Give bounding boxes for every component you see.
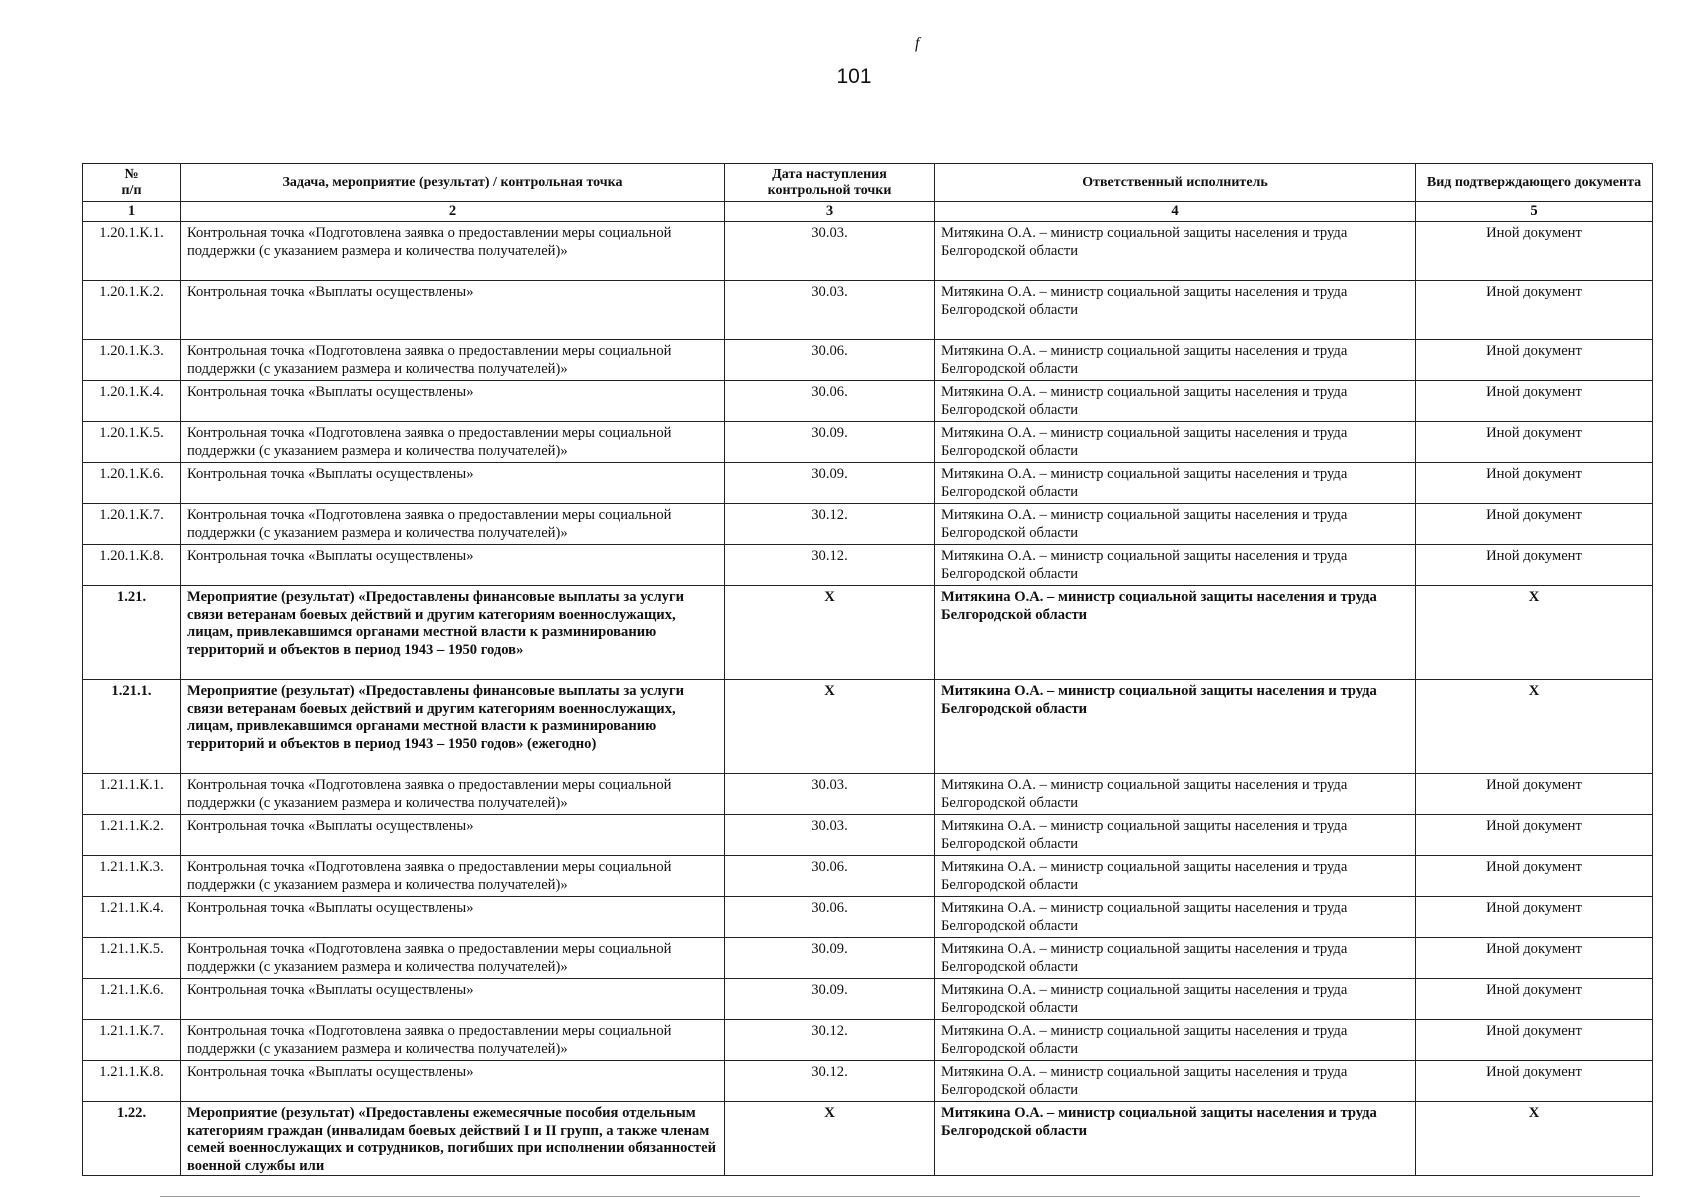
page-number: 101	[836, 65, 872, 88]
executor-cell: Митякина О.А. – министр социальной защиты населения и труда Белгородской области	[935, 504, 1416, 545]
header-number: № п/п	[83, 164, 181, 202]
table-row	[83, 586, 1653, 680]
date-cell: 30.09.	[725, 463, 935, 504]
row-number: 1.21.1.К.6.	[83, 979, 181, 1020]
header-task: Задача, мероприятие (результат) / контрольная точка	[181, 164, 725, 202]
executor-cell: Митякина О.А. – министр социальной защиты населения и труда Белгородской области	[935, 774, 1416, 815]
document-type-cell: Иной документ	[1416, 422, 1653, 463]
executor-cell: Митякина О.А. – министр социальной защиты населения и труда Белгородской области	[935, 815, 1416, 856]
document-type-cell: Иной документ	[1416, 222, 1653, 281]
document-type-cell: X	[1416, 586, 1653, 680]
executor-cell: Митякина О.А. – министр социальной защиты населения и труда Белгородской области	[935, 1061, 1416, 1102]
executor-cell: Митякина О.А. – министр социальной защиты населения и труда Белгородской области	[935, 586, 1416, 680]
date-cell: 30.06.	[725, 381, 935, 422]
date-cell: 30.03.	[725, 222, 935, 281]
table-row	[83, 1020, 1653, 1061]
document-type-cell: Иной документ	[1416, 897, 1653, 938]
task-cell: Контрольная точка «Выплаты осуществлены»	[181, 545, 725, 586]
date-cell: 30.09.	[725, 979, 935, 1020]
executor-cell: Митякина О.А. – министр социальной защиты населения и труда Белгородской области	[935, 222, 1416, 281]
table-row	[83, 504, 1653, 545]
column-number: 5	[1416, 202, 1653, 222]
table-row	[83, 222, 1653, 281]
executor-cell: Митякина О.А. – министр социальной защиты населения и труда Белгородской области	[935, 897, 1416, 938]
date-cell: 30.12.	[725, 545, 935, 586]
row-number: 1.20.1.К.3.	[83, 340, 181, 381]
date-cell: 30.09.	[725, 938, 935, 979]
page-bottom-line	[160, 1196, 1640, 1197]
document-type-cell: Иной документ	[1416, 979, 1653, 1020]
task-cell: Мероприятие (результат) «Предоставлены финансовые выплаты за услуги связи ветеранам боевых действий и другим категориям военнослужащих, лицам, привлекавшимся органами местной власти к разминированию территорий и объектов в период 1943 – 1950 годов»	[181, 586, 725, 680]
handwritten-mark: f	[915, 35, 920, 52]
executor-cell: Митякина О.А. – министр социальной защиты населения и труда Белгородской области	[935, 340, 1416, 381]
task-cell: Мероприятие (результат) «Предоставлены ежемесячные пособия отдельным категориям граждан (инвалидам боевых действий I и II групп, а также членам семей военнослужащих и сотрудников, погибших при исполнении обязанностей военной службы или	[181, 1102, 725, 1176]
document-type-cell: Иной документ	[1416, 774, 1653, 815]
task-cell: Контрольная точка «Выплаты осуществлены»	[181, 815, 725, 856]
date-cell: 30.12.	[725, 1061, 935, 1102]
row-number: 1.20.1.К.6.	[83, 463, 181, 504]
date-cell: 30.03.	[725, 774, 935, 815]
date-cell: 30.03.	[725, 815, 935, 856]
executor-cell: Митякина О.А. – министр социальной защиты населения и труда Белгородской области	[935, 422, 1416, 463]
table-row	[83, 422, 1653, 463]
document-type-cell: Иной документ	[1416, 381, 1653, 422]
executor-cell: Митякина О.А. – министр социальной защиты населения и труда Белгородской области	[935, 463, 1416, 504]
row-number: 1.21.	[83, 586, 181, 680]
task-cell: Контрольная точка «Подготовлена заявка о предоставлении меры социальной поддержки (с указанием размера и количества получателей)»	[181, 340, 725, 381]
document-type-cell: Иной документ	[1416, 1020, 1653, 1061]
document-type-cell: X	[1416, 1102, 1653, 1176]
document-type-cell: Иной документ	[1416, 504, 1653, 545]
task-cell: Контрольная точка «Выплаты осуществлены»	[181, 897, 725, 938]
document-type-cell: Иной документ	[1416, 340, 1653, 381]
row-number: 1.21.1.	[83, 680, 181, 774]
date-cell: 30.06.	[725, 856, 935, 897]
document-type-cell: Иной документ	[1416, 463, 1653, 504]
table-row	[83, 1102, 1653, 1176]
task-cell: Контрольная точка «Выплаты осуществлены»	[181, 1061, 725, 1102]
table-row	[83, 774, 1653, 815]
executor-cell: Митякина О.А. – министр социальной защиты населения и труда Белгородской области	[935, 281, 1416, 340]
table-row	[83, 1061, 1653, 1102]
row-number: 1.21.1.К.8.	[83, 1061, 181, 1102]
column-number: 4	[935, 202, 1416, 222]
executor-cell: Митякина О.А. – министр социальной защиты населения и труда Белгородской области	[935, 979, 1416, 1020]
table-row	[83, 938, 1653, 979]
table-row	[83, 979, 1653, 1020]
column-number: 2	[181, 202, 725, 222]
column-number: 3	[725, 202, 935, 222]
row-number: 1.20.1.К.5.	[83, 422, 181, 463]
task-cell: Контрольная точка «Подготовлена заявка о предоставлении меры социальной поддержки (с указанием размера и количества получателей)»	[181, 1020, 725, 1061]
task-cell: Контрольная точка «Подготовлена заявка о предоставлении меры социальной поддержки (с указанием размера и количества получателей)»	[181, 222, 725, 281]
row-number: 1.21.1.К.2.	[83, 815, 181, 856]
header-date: Дата наступления контрольной точки	[725, 164, 935, 202]
row-number: 1.21.1.К.7.	[83, 1020, 181, 1061]
table-row	[83, 340, 1653, 381]
executor-cell: Митякина О.А. – министр социальной защиты населения и труда Белгородской области	[935, 680, 1416, 774]
table-row	[83, 281, 1653, 340]
table-row	[83, 545, 1653, 586]
task-cell: Мероприятие (результат) «Предоставлены финансовые выплаты за услуги связи ветеранам боевых действий и другим категориям военнослужащих, лицам, привлекавшимся органами местной власти к разминированию территорий и объектов в период 1943 – 1950 годов» (ежегодно)	[181, 680, 725, 774]
row-number: 1.20.1.К.4.	[83, 381, 181, 422]
table-row	[83, 680, 1653, 774]
control-points-table	[82, 163, 1653, 1176]
date-cell: 30.03.	[725, 281, 935, 340]
document-type-cell: Иной документ	[1416, 938, 1653, 979]
task-cell: Контрольная точка «Подготовлена заявка о предоставлении меры социальной поддержки (с указанием размера и количества получателей)»	[181, 422, 725, 463]
document-type-cell: Иной документ	[1416, 545, 1653, 586]
table-row	[83, 381, 1653, 422]
header-document: Вид подтверждающего документа	[1416, 164, 1653, 202]
date-cell: X	[725, 1102, 935, 1176]
document-type-cell: Иной документ	[1416, 856, 1653, 897]
executor-cell: Митякина О.А. – министр социальной защиты населения и труда Белгородской области	[935, 938, 1416, 979]
document-type-cell: Иной документ	[1416, 1061, 1653, 1102]
task-cell: Контрольная точка «Подготовлена заявка о предоставлении меры социальной поддержки (с указанием размера и количества получателей)»	[181, 938, 725, 979]
task-cell: Контрольная точка «Выплаты осуществлены»	[181, 463, 725, 504]
date-cell: X	[725, 680, 935, 774]
date-cell: 30.06.	[725, 897, 935, 938]
executor-cell: Митякина О.А. – министр социальной защиты населения и труда Белгородской области	[935, 1020, 1416, 1061]
table-row	[83, 897, 1653, 938]
header-executor: Ответственный исполнитель	[935, 164, 1416, 202]
executor-cell: Митякина О.А. – министр социальной защиты населения и труда Белгородской области	[935, 381, 1416, 422]
row-number: 1.21.1.К.3.	[83, 856, 181, 897]
column-number-row	[83, 202, 1653, 222]
row-number: 1.21.1.К.5.	[83, 938, 181, 979]
document-type-cell: X	[1416, 680, 1653, 774]
table-header-row	[83, 164, 1653, 202]
row-number: 1.22.	[83, 1102, 181, 1176]
executor-cell: Митякина О.А. – министр социальной защиты населения и труда Белгородской области	[935, 856, 1416, 897]
row-number: 1.20.1.К.1.	[83, 222, 181, 281]
task-cell: Контрольная точка «Выплаты осуществлены»	[181, 281, 725, 340]
task-cell: Контрольная точка «Выплаты осуществлены»	[181, 979, 725, 1020]
executor-cell: Митякина О.А. – министр социальной защиты населения и труда Белгородской области	[935, 1102, 1416, 1176]
task-cell: Контрольная точка «Подготовлена заявка о предоставлении меры социальной поддержки (с указанием размера и количества получателей)»	[181, 774, 725, 815]
row-number: 1.21.1.К.4.	[83, 897, 181, 938]
task-cell: Контрольная точка «Подготовлена заявка о предоставлении меры социальной поддержки (с указанием размера и количества получателей)»	[181, 856, 725, 897]
task-cell: Контрольная точка «Подготовлена заявка о предоставлении меры социальной поддержки (с указанием размера и количества получателей)»	[181, 504, 725, 545]
row-number: 1.20.1.К.2.	[83, 281, 181, 340]
executor-cell: Митякина О.А. – министр социальной защиты населения и труда Белгородской области	[935, 545, 1416, 586]
table-row	[83, 463, 1653, 504]
date-cell: 30.09.	[725, 422, 935, 463]
table-row	[83, 856, 1653, 897]
date-cell: 30.12.	[725, 1020, 935, 1061]
row-number: 1.21.1.К.1.	[83, 774, 181, 815]
date-cell: 30.06.	[725, 340, 935, 381]
document-type-cell: Иной документ	[1416, 281, 1653, 340]
row-number: 1.20.1.К.7.	[83, 504, 181, 545]
date-cell: X	[725, 586, 935, 680]
column-number: 1	[83, 202, 181, 222]
date-cell: 30.12.	[725, 504, 935, 545]
task-cell: Контрольная точка «Выплаты осуществлены»	[181, 381, 725, 422]
document-type-cell: Иной документ	[1416, 815, 1653, 856]
table-row	[83, 815, 1653, 856]
table-body	[83, 222, 1653, 1176]
row-number: 1.20.1.К.8.	[83, 545, 181, 586]
